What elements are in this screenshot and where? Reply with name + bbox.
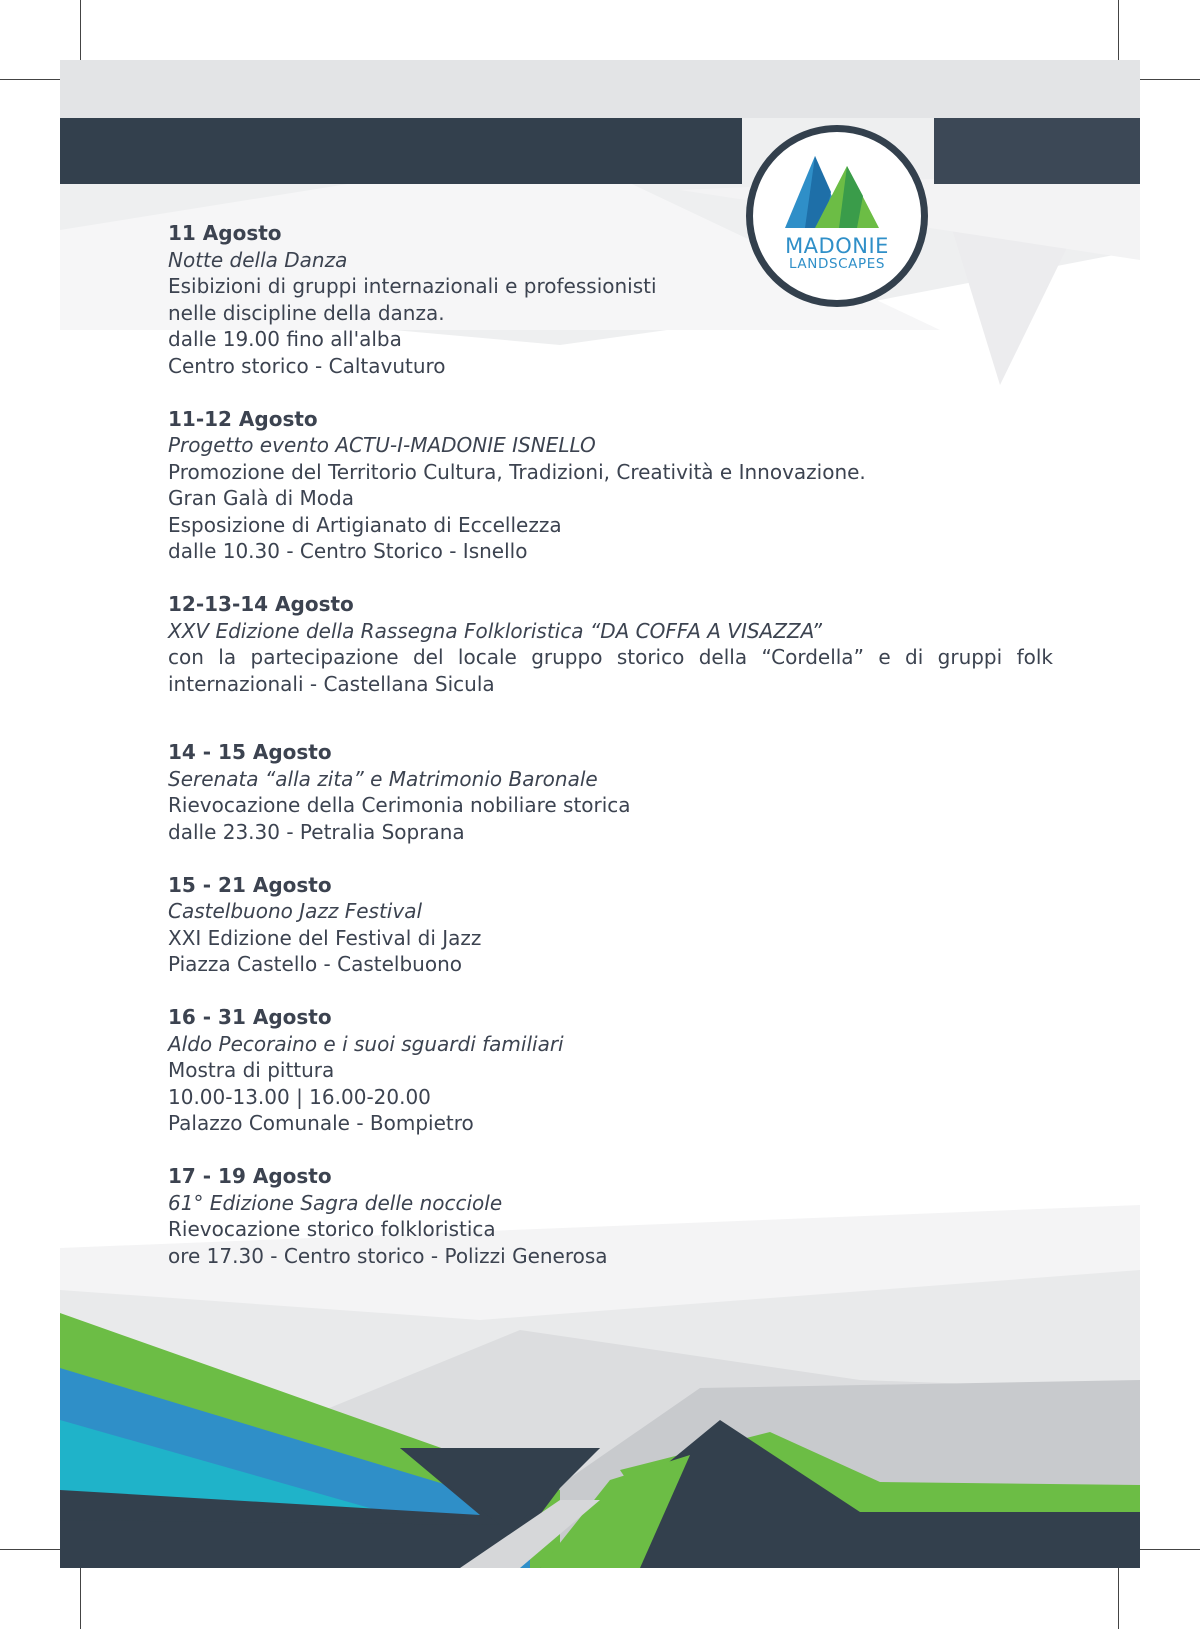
event-location: ore 17.30 - Centro storico - Polizzi Generosa — [168, 1243, 608, 1268]
event-detail: Rievocazione storico folkloristica — [168, 1217, 496, 1241]
event-date: 17 - 19 Agosto — [168, 1164, 332, 1188]
event-time: dalle 19.00 fino all'alba — [168, 327, 402, 351]
event-location: Piazza Castello - Castelbuono — [168, 952, 462, 976]
event-detail: Promozione del Territorio Cultura, Tradizioni, Creatività e Innovazione. — [168, 459, 866, 484]
logo-subtitle: LANDSCAPES — [788, 256, 886, 272]
event-location: dalle 23.30 - Petralia Soprana — [168, 819, 465, 844]
event-date: 14 - 15 Agosto — [168, 740, 332, 764]
event-item — [168, 739, 1053, 845]
event-list — [168, 220, 1053, 1296]
event-title: Castelbuono Jazz Festival — [168, 899, 423, 923]
event-date: 16 - 31 Agosto — [168, 1005, 332, 1029]
event-detail: con la partecipazione del locale gruppo storico della “Cordella” e di gruppi folk internazionali - Castellana Sicula — [168, 645, 1053, 696]
event-title: XXV Edizione della Rassegna Folkloristica “DA COFFA A VISAZZA” — [168, 618, 823, 643]
event-location: Centro storico - Caltavuturo — [168, 353, 446, 378]
event-time: 10.00-13.00 | 16.00-20.00 — [168, 1084, 431, 1109]
event-location: Palazzo Comunale - Bompietro — [168, 1111, 474, 1135]
event-item — [168, 591, 1053, 697]
event-title: Notte della Danza — [168, 247, 348, 272]
logo-name: MADONIE — [785, 234, 889, 258]
event-detail: Esposizione di Artigianato di Eccellezza — [168, 512, 562, 537]
event-item — [168, 220, 1053, 379]
event-detail: Gran Galà di Moda — [168, 486, 354, 510]
event-title: 61° Edizione Sagra delle nocciole — [168, 1190, 503, 1215]
event-title: Serenata “alla zita” e Matrimonio Baronale — [168, 766, 598, 791]
event-title: Aldo Pecoraino e i suoi sguardi familiari — [168, 1031, 564, 1056]
event-title: Progetto evento ACTU-I-MADONIE ISNELLO — [168, 433, 596, 457]
event-detail: XXI Edizione del Festival di Jazz — [168, 925, 482, 950]
event-date: 11 Agosto — [168, 221, 282, 245]
event-date: 11-12 Agosto — [168, 406, 318, 431]
event-item — [168, 1163, 1053, 1269]
event-detail: nelle discipline della danza. — [168, 300, 445, 325]
event-date: 15 - 21 Agosto — [168, 872, 332, 897]
event-detail: Esibizioni di gruppi internazionali e professionisti — [168, 274, 657, 298]
event-detail: Rievocazione della Cerimonia nobiliare storica — [168, 793, 631, 817]
event-date: 12-13-14 Agosto — [168, 592, 354, 616]
event-item — [168, 1004, 1053, 1137]
event-location: dalle 10.30 - Centro Storico - Isnello — [168, 539, 528, 563]
event-item — [168, 406, 1053, 565]
event-item — [168, 872, 1053, 978]
event-detail: Mostra di pittura — [168, 1058, 335, 1082]
